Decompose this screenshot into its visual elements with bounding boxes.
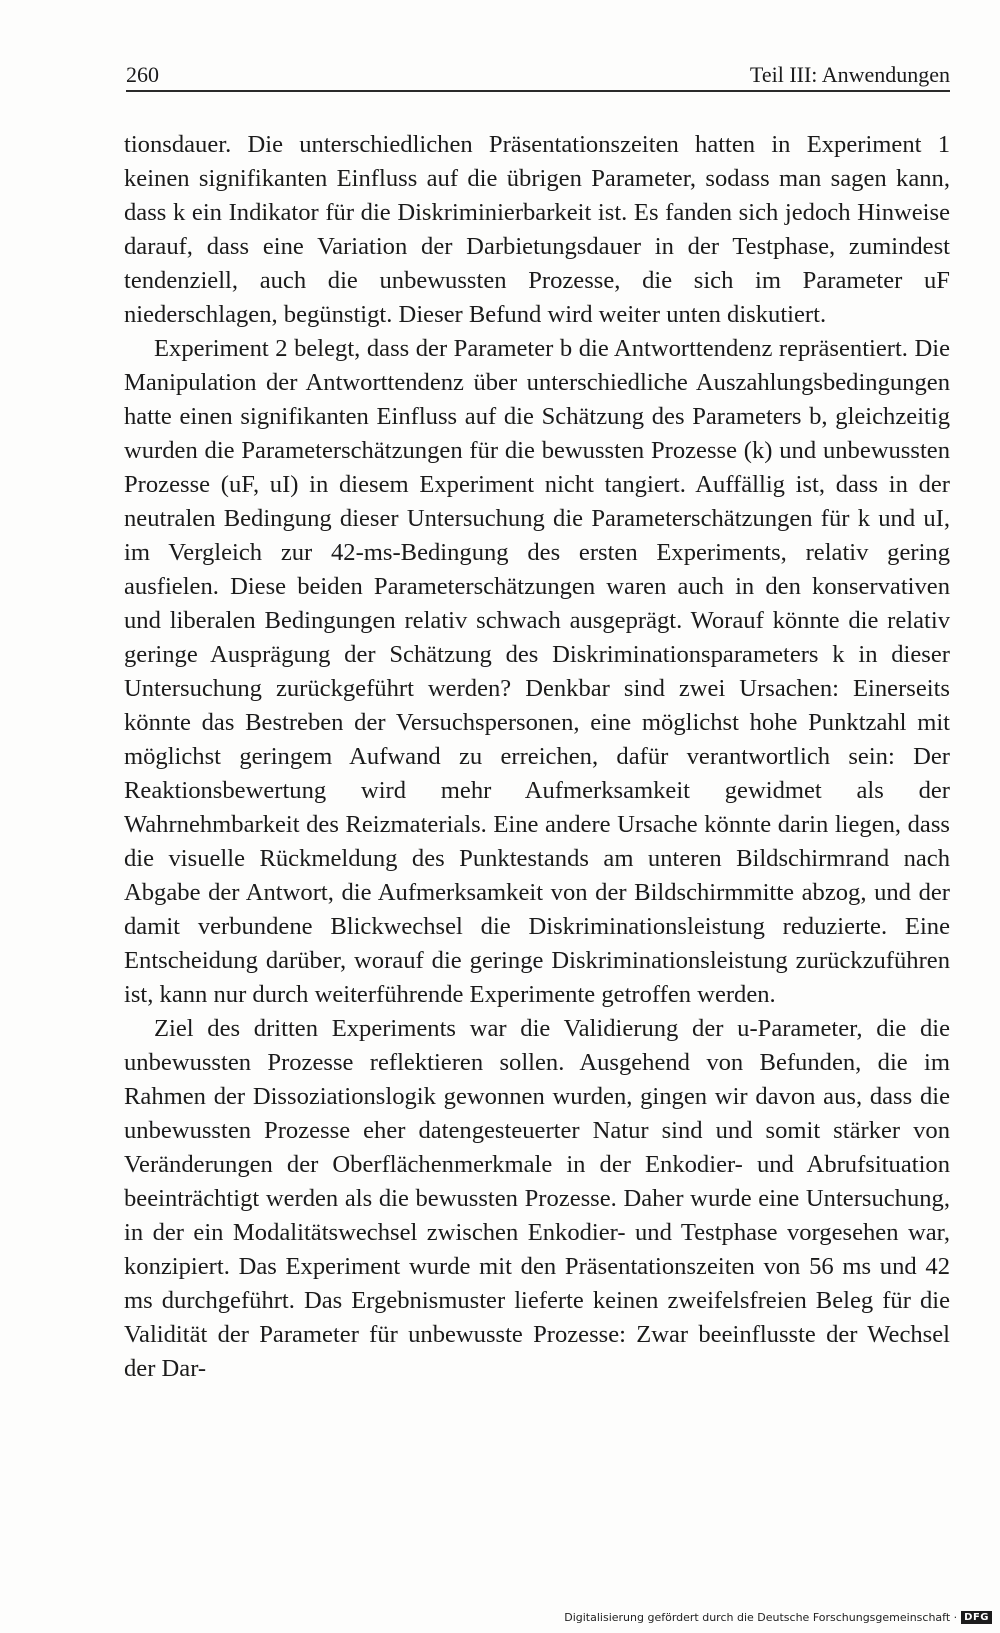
paragraph-3: Ziel des dritten Experiments war die Validierung der u-Parameter, die die unbewussten Prozesse reflektieren sollen. Ausgehend von Befunden, die im Rahmen der Dissoziationslogik gewonnen wurden, gingen wir davon aus, dass die unbewussten Prozesse eher datengesteuerter Natur sind und somit stärker von Veränderungen der Oberflächenmerkmale in der Enkodier- und Abrufsituation beeinträchtigt werden als die bewussten Prozesse. Daher wurde eine Untersuchung, in der ein Modalitätswechsel zwischen Enkodier- und Testphase vorgesehen war, konzipiert. Das Experiment wurde mit den Präsentationszeiten von 56 ms und 42 ms durchgeführt. Das Ergebnismuster lieferte keinen zweifelsfreien Beleg für die Validität der Parameter für unbewusste Prozesse: Zwar beeinflusste der Wechsel der Dar-: [124, 1015, 950, 1382]
running-header: [126, 60, 950, 92]
digitization-credit: [564, 1611, 992, 1624]
body-text: [124, 128, 950, 1386]
running-title: Teil III: Anwendungen: [749, 62, 950, 87]
page-number: 260: [126, 62, 159, 87]
paragraph-1: tionsdauer. Die unterschiedlichen Präsentationszeiten hatten in Experiment 1 keinen signifikanten Einfluss auf die übrigen Parameter, sodass man sagen kann, dass k ein Indikator für die Diskriminierbarkeit ist. Es fanden sich jedoch Hinweise darauf, dass eine Variation der Darbietungsdauer in der Testphase, zumindest tendenziell, auch die unbewussten Prozesse, die sich im Parameter uF niederschlagen, begünstigt. Dieser Befund wird weiter unten diskutiert.: [124, 131, 950, 328]
paragraph-2: Experiment 2 belegt, dass der Parameter b die Antworttendenz repräsentiert. Die Manipulation der Antworttendenz über unterschiedliche Auszahlungsbedingungen hatte einen signifikanten Einfluss auf die Schätzung des Parameters b, gleichzeitig wurden die Parameterschätzungen für die bewussten Prozesse (k) und unbewussten Prozesse (uF, uI) in diesem Experiment nicht tangiert. Auffällig ist, dass in der neutralen Bedingung dieser Untersuchung die Parameterschätzungen für k und uI, im Vergleich zur 42-ms-Bedingung des ersten Experiments, relativ gering ausfielen. Diese beiden Parameterschätzungen waren auch in den konservativen und liberalen Bedingungen relativ schwach ausgeprägt. Worauf könnte die relativ geringe Ausprägung der Schätzung des Diskriminationsparameters k in dieser Untersuchung zurückgeführt werden? Denkbar sind zwei Ursachen: Einerseits könnte das Bestreben der Versuchspersonen, eine möglichst hohe Punktzahl mit möglichst geringem Aufwand zu erreichen, dafür verantwortlich sein: Der Reaktionsbewertung wird mehr Aufmerksamkeit gewidmet als der Wahrnehmbarkeit des Reizmaterials. Eine andere Ursache könnte darin liegen, dass die visuelle Rückmeldung des Punktestands am unteren Bildschirmrand nach Abgabe der Antwort, die Aufmerksamkeit von der Bildschirmmitte abzog, und der damit verbundene Blickwechsel die Diskriminationsleistung reduzierte. Eine Entscheidung darüber, worauf die geringe Diskriminationsleistung zurückzuführen ist, kann nur durch weiterführende Experimente getroffen werden.: [124, 335, 950, 1008]
dfg-logo-icon: DFG: [961, 1611, 992, 1624]
credit-text: Digitalisierung gefördert durch die Deutsche Forschungsgemeinschaft ·: [564, 1611, 958, 1624]
